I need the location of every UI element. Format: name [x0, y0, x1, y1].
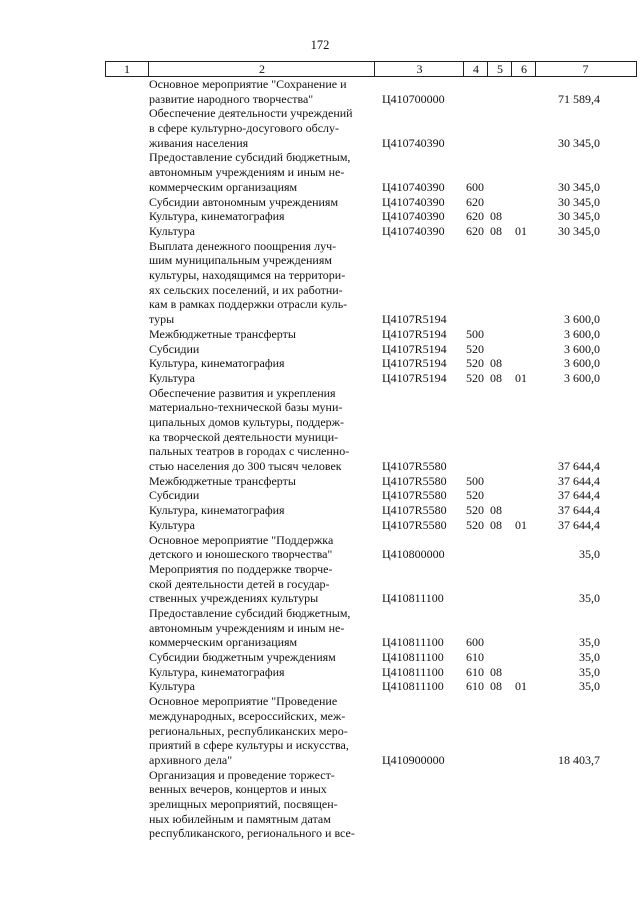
row-name: Межбюджетные трансферты: [149, 473, 296, 488]
header-col-7: 7: [535, 62, 635, 76]
row-amount: 30 345,0: [558, 135, 600, 150]
header-col-5: 5: [487, 62, 512, 76]
table-row: [0, 694, 640, 768]
row-name: Культура, кинематография: [149, 664, 285, 679]
row-code: Ц4107R5194: [382, 370, 447, 385]
table-row: [0, 606, 640, 650]
row-code: Ц410811100: [382, 664, 444, 679]
row-col-4: 600: [466, 635, 484, 650]
row-amount: 37 644,4: [558, 459, 600, 474]
row-col-4: 620: [466, 223, 484, 238]
table-row: [0, 327, 640, 342]
row-col-4: 520: [466, 488, 484, 503]
row-amount: 35,0: [579, 547, 600, 562]
header-col-3: 3: [374, 62, 464, 76]
row-amount: 35,0: [579, 591, 600, 606]
table-row: [0, 239, 640, 327]
row-amount: 71 589,4: [558, 91, 600, 106]
row-code: Ц410740390: [382, 194, 445, 209]
row-col-6: 01: [515, 517, 527, 532]
table-row: [0, 224, 640, 239]
row-code: Ц4107R5580: [382, 503, 447, 518]
row-name: Обеспечение деятельности учреждений в сфере культурно-досугового обслу- живания населения: [149, 106, 353, 150]
row-name: Межбюджетные трансферты: [149, 326, 296, 341]
table-row: [0, 371, 640, 386]
header-col-1: 1: [124, 62, 130, 76]
table-row: [0, 150, 640, 194]
table-row: [0, 503, 640, 518]
row-code: Ц410900000: [382, 752, 445, 767]
page-number: 172: [310, 38, 330, 52]
table-row: [0, 209, 640, 224]
table-row: [0, 518, 640, 533]
row-amount: 3 600,0: [564, 312, 600, 327]
table-row: [0, 768, 640, 842]
table-row: [0, 562, 640, 606]
table-row: [0, 650, 640, 665]
row-code: Ц410811100: [382, 635, 444, 650]
row-col-5: 08: [490, 664, 502, 679]
row-col-5: 08: [490, 356, 502, 371]
table-header: [105, 61, 637, 77]
row-code: Ц410740390: [382, 223, 445, 238]
row-name: Организация и проведение торжест- венных вечеров, концертов и иных зрелищных мероприятий, посвящен- ных юбилейным и памятным датам республиканского, регионального и все-: [149, 767, 355, 841]
row-name: Культура: [149, 223, 195, 238]
row-amount: 3 600,0: [564, 341, 600, 356]
row-name: Основное мероприятие "Поддержка детского и юношеского творчества": [149, 532, 334, 562]
row-col-4: 600: [466, 179, 484, 194]
row-amount: 35,0: [579, 635, 600, 650]
row-col-5: 08: [490, 370, 502, 385]
row-name: Выплата денежного поощрения луч- шим муниципальным учреждениям культуры, находящимся на территори- ях сельских поселений, и их работни- кам в рамках поддержки отрасли куль- туры: [149, 238, 348, 327]
row-col-4: 520: [466, 370, 484, 385]
table-row: [0, 488, 640, 503]
row-col-5: 08: [490, 679, 502, 694]
row-code: Ц4107R5580: [382, 473, 447, 488]
row-name: Предоставление субсидий бюджетным, автономным учреждениям и иным не- коммерческим организациям: [149, 150, 351, 194]
row-code: Ц4107R5580: [382, 459, 447, 474]
row-name: Культура: [149, 517, 195, 532]
row-col-6: 01: [515, 679, 527, 694]
row-amount: 30 345,0: [558, 179, 600, 194]
row-code: Ц410811100: [382, 679, 444, 694]
row-col-5: 08: [490, 517, 502, 532]
header-col-4: 4: [463, 62, 488, 76]
row-name: Обеспечение развития и укрепления материально-технической базы муни- ципальных домов культуры, поддерж- ка творческой деятельности муници- пальных театров в городах с численно- стью населения до 300 тысяч человек: [149, 385, 350, 474]
row-amount: 35,0: [579, 650, 600, 665]
row-col-4: 520: [466, 356, 484, 371]
row-code: Ц410811100: [382, 591, 444, 606]
row-amount: 30 345,0: [558, 194, 600, 209]
row-name: Субсидии бюджетным учреждениям: [149, 650, 336, 665]
row-name: Предоставление субсидий бюджетным, автономным учреждениям и иным не- коммерческим организациям: [149, 606, 351, 650]
row-col-6: 01: [515, 223, 527, 238]
table-row: [0, 356, 640, 371]
row-name: Культура, кинематография: [149, 356, 285, 371]
row-name: Основное мероприятие "Проведение международных, всероссийских, меж- региональных, республиканских меро- приятий в сфере культуры и искусства, архивного дела": [149, 694, 349, 767]
row-name: Культура: [149, 679, 195, 694]
row-amount: 3 600,0: [564, 370, 600, 385]
row-amount: 35,0: [579, 679, 600, 694]
table-row: [0, 386, 640, 474]
row-code: Ц410700000: [382, 91, 445, 106]
row-name: Культура, кинематография: [149, 503, 285, 518]
row-col-4: 520: [466, 517, 484, 532]
row-col-5: 08: [490, 503, 502, 518]
row-code: Ц410800000: [382, 547, 445, 562]
row-code: Ц410740390: [382, 135, 445, 150]
row-name: Субсидии: [149, 488, 200, 503]
row-col-4: 620: [466, 194, 484, 209]
row-amount: 35,0: [579, 664, 600, 679]
table-row: [0, 533, 640, 562]
row-code: Ц410740390: [382, 209, 445, 224]
table-row: [0, 474, 640, 489]
row-col-5: 08: [490, 209, 502, 224]
row-col-4: 610: [466, 664, 484, 679]
row-col-5: 08: [490, 223, 502, 238]
table-row: [0, 106, 640, 150]
row-col-4: 610: [466, 650, 484, 665]
table-row: [0, 77, 640, 106]
row-col-4: 620: [466, 209, 484, 224]
row-name: Культура: [149, 370, 195, 385]
row-name: Мероприятия по поддержке творче- ской деятельности детей в государ- ственных учреждениях культуры: [149, 561, 333, 606]
row-name: Субсидии: [149, 341, 200, 356]
row-col-6: 01: [515, 370, 527, 385]
row-col-4: 520: [466, 341, 484, 356]
row-amount: 30 345,0: [558, 223, 600, 238]
header-col-2: 2: [148, 62, 375, 76]
row-code: Ц4107R5194: [382, 326, 447, 341]
table-body: [0, 77, 640, 841]
row-col-4: 500: [466, 473, 484, 488]
row-code: Ц4107R5580: [382, 488, 447, 503]
row-amount: 37 644,4: [558, 473, 600, 488]
row-code: Ц4107R5194: [382, 341, 447, 356]
header-col-6: 6: [511, 62, 536, 76]
row-col-4: 520: [466, 503, 484, 518]
row-name: Субсидии автономным учреждениям: [149, 194, 339, 209]
table-row: [0, 665, 640, 680]
row-col-4: 610: [466, 679, 484, 694]
row-amount: 30 345,0: [558, 209, 600, 224]
row-name: Основное мероприятие "Сохранение и развитие народного творчества": [149, 77, 347, 106]
row-code: Ц4107R5194: [382, 312, 447, 327]
row-amount: 37 644,4: [558, 517, 600, 532]
row-amount: 37 644,4: [558, 503, 600, 518]
table-row: [0, 679, 640, 694]
table-row: [0, 195, 640, 210]
row-code: Ц410811100: [382, 650, 444, 665]
table-row: [0, 342, 640, 357]
row-col-4: 500: [466, 326, 484, 341]
row-code: Ц410740390: [382, 179, 445, 194]
row-amount: 3 600,0: [564, 326, 600, 341]
row-code: Ц4107R5580: [382, 517, 447, 532]
row-amount: 3 600,0: [564, 356, 600, 371]
row-amount: 37 644,4: [558, 488, 600, 503]
row-code: Ц4107R5194: [382, 356, 447, 371]
row-name: Культура, кинематография: [149, 209, 285, 224]
row-amount: 18 403,7: [558, 752, 600, 767]
